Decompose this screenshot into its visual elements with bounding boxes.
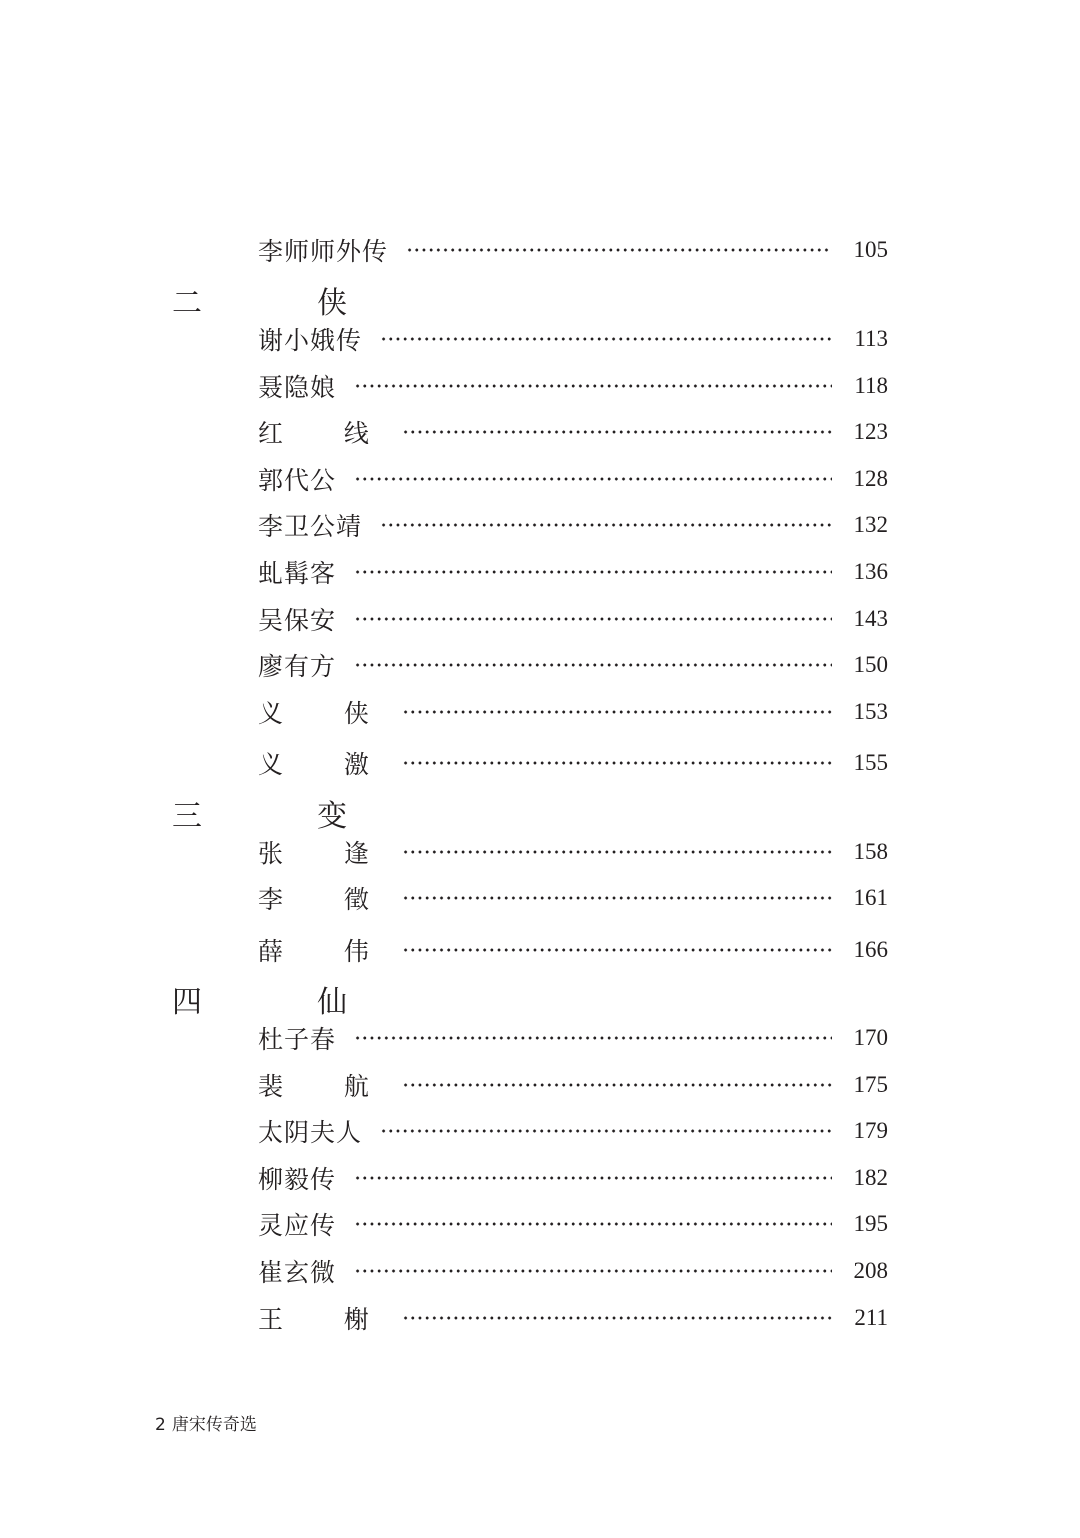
toc-entry[interactable] xyxy=(258,1300,888,1336)
toc-entry-title: 吴保安 xyxy=(258,606,337,635)
toc-entry-title: 虬髯客 xyxy=(258,559,337,588)
toc-entry-page: 123 xyxy=(853,419,888,444)
dot-leader xyxy=(354,663,832,667)
toc-entry[interactable] xyxy=(258,601,888,637)
toc-entry-page: 175 xyxy=(853,1072,888,1097)
toc-entry-page: 195 xyxy=(853,1211,888,1236)
toc-entry-page: 132 xyxy=(853,512,888,537)
dot-leader xyxy=(354,617,832,621)
toc-entry-title: 杜子春 xyxy=(258,1025,337,1054)
toc-entry-title: 太阴夫人 xyxy=(258,1118,363,1147)
toc-entry-page: 150 xyxy=(853,652,888,677)
dot-leader xyxy=(354,1269,832,1273)
toc-entry-title: 薛 伟 xyxy=(258,937,384,966)
toc-entry-title: 义 激 xyxy=(258,750,384,779)
dot-leader xyxy=(402,850,832,854)
section-heading: 二 侠 xyxy=(172,286,380,321)
toc-entry-page: 182 xyxy=(853,1165,888,1190)
toc-entry[interactable] xyxy=(258,694,888,730)
dot-leader xyxy=(402,948,832,952)
dot-leader xyxy=(380,337,832,341)
toc-entry[interactable] xyxy=(258,834,888,870)
toc-entry-page: 105 xyxy=(853,237,888,262)
dot-leader xyxy=(380,523,832,527)
section-heading: 三 变 xyxy=(172,799,380,834)
toc-entry-title: 谢小娥传 xyxy=(258,326,363,355)
toc-entry-page: 166 xyxy=(853,937,888,962)
toc-entry-title: 崔玄微 xyxy=(258,1258,337,1287)
toc-entry[interactable] xyxy=(258,554,888,590)
toc-entry-page: 211 xyxy=(854,1305,888,1330)
toc-entry[interactable] xyxy=(258,745,888,781)
toc-entry-title: 柳毅传 xyxy=(258,1165,337,1194)
toc-entry[interactable] xyxy=(258,647,888,683)
toc-entry-page: 143 xyxy=(853,606,888,631)
toc-entry-page: 113 xyxy=(854,326,888,351)
toc-entry[interactable] xyxy=(258,932,888,968)
toc-entry-page: 170 xyxy=(853,1025,888,1050)
toc-entry-page: 161 xyxy=(853,885,888,910)
toc-entry-title: 廖有方 xyxy=(258,652,337,681)
footer-page-number: 2 xyxy=(155,1415,166,1435)
dot-leader xyxy=(402,430,832,434)
dot-leader xyxy=(402,1083,832,1087)
dot-leader xyxy=(406,248,832,252)
toc-entry[interactable] xyxy=(258,321,888,357)
dot-leader xyxy=(354,1176,832,1180)
toc-entry[interactable] xyxy=(258,1160,888,1196)
toc-entry-title: 李师师外传 xyxy=(258,237,389,266)
dot-leader xyxy=(402,896,832,900)
toc-entry-title: 郭代公 xyxy=(258,466,337,495)
toc-entry[interactable] xyxy=(258,1206,888,1242)
dot-leader xyxy=(354,1036,832,1040)
dot-leader xyxy=(380,1129,832,1133)
dot-leader xyxy=(402,1316,832,1320)
toc-entry[interactable] xyxy=(258,507,888,543)
toc-entry[interactable] xyxy=(258,232,888,268)
toc-entry-title: 张 逢 xyxy=(258,839,384,868)
toc-entry-title: 灵应传 xyxy=(258,1211,337,1240)
section-heading: 四 仙 xyxy=(172,985,380,1020)
toc-entry[interactable] xyxy=(258,1253,888,1289)
toc-entry-title: 裴 航 xyxy=(258,1072,384,1101)
toc-entry[interactable] xyxy=(258,1020,888,1056)
dot-leader xyxy=(354,384,832,388)
toc-entry-page: 118 xyxy=(854,373,888,398)
dot-leader xyxy=(354,477,832,481)
toc-entry[interactable] xyxy=(258,368,888,404)
toc-entry-page: 155 xyxy=(853,750,888,775)
toc-entry-page: 179 xyxy=(853,1118,888,1143)
toc-entry-page: 158 xyxy=(853,839,888,864)
dot-leader xyxy=(402,761,832,765)
toc-entry-title: 聂隐娘 xyxy=(258,373,337,402)
toc-entry-page: 208 xyxy=(853,1258,888,1283)
toc-entry-page: 153 xyxy=(853,699,888,724)
dot-leader xyxy=(354,570,832,574)
toc-entry-title: 李卫公靖 xyxy=(258,512,363,541)
dot-leader xyxy=(402,710,832,714)
toc-entry-title: 义 侠 xyxy=(258,699,384,728)
toc-entry[interactable] xyxy=(258,1067,888,1103)
toc-entry-page: 128 xyxy=(853,466,888,491)
page-footer xyxy=(155,1410,257,1435)
toc-entry[interactable] xyxy=(258,1113,888,1149)
toc-entry-title: 王 榭 xyxy=(258,1305,384,1334)
toc-entry[interactable] xyxy=(258,414,888,450)
dot-leader xyxy=(354,1222,832,1226)
toc-entry-page: 136 xyxy=(853,559,888,584)
toc-entry-title: 红 线 xyxy=(258,419,384,448)
toc-entry[interactable] xyxy=(258,461,888,497)
footer-book-title: 唐宋传奇选 xyxy=(171,1415,257,1435)
toc-entry[interactable] xyxy=(258,880,888,916)
toc-entry-title: 李 徵 xyxy=(258,885,384,914)
